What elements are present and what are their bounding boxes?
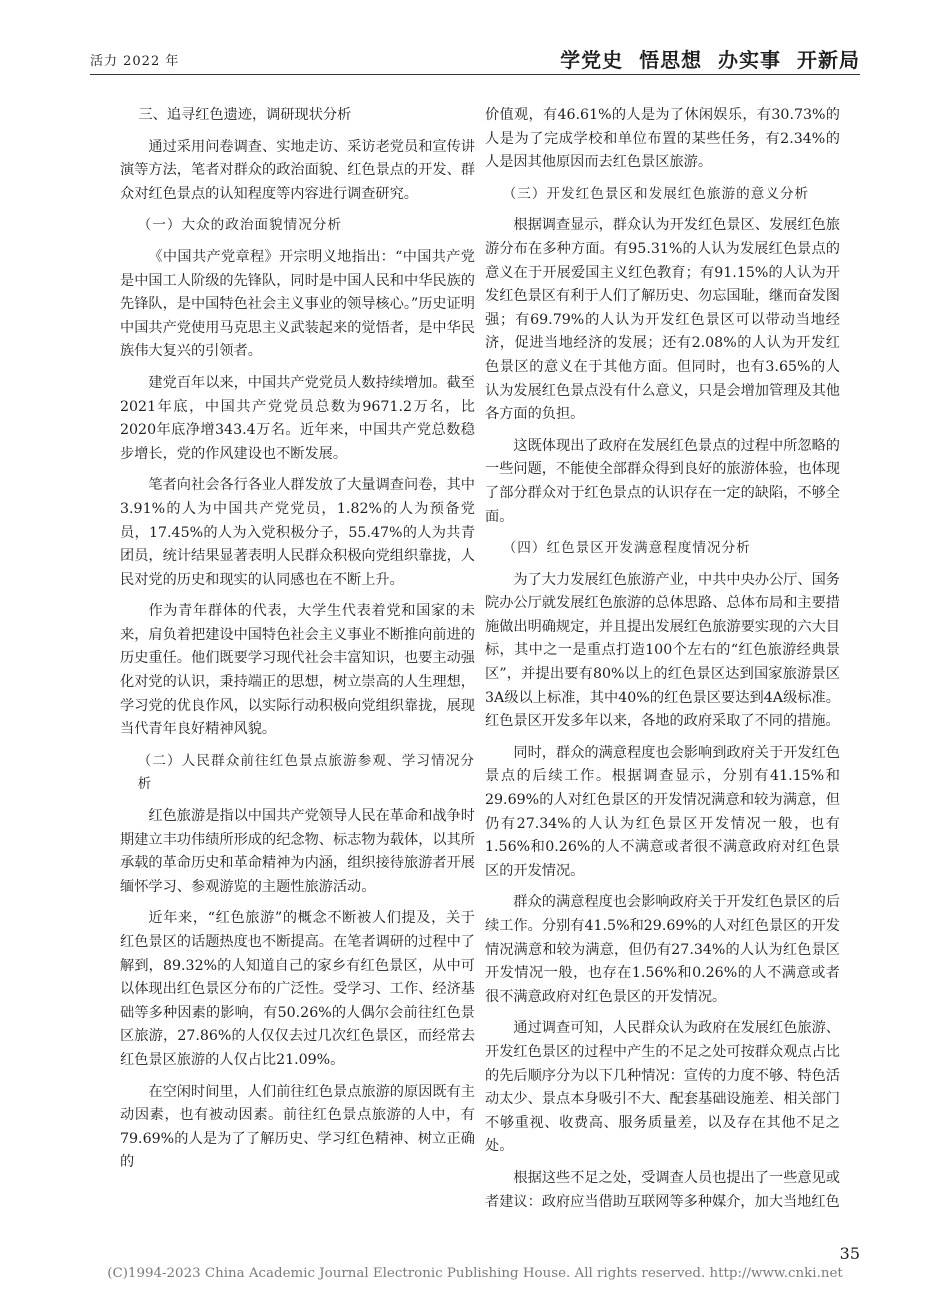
paragraph-continued: 价值观，有46.61%的人是为了休闲娱乐，有30.73%的人是为了完成学校和单位布置的某些任务，有2.34%的人是因其他原因而去红色景区旅游。 xyxy=(485,107,840,171)
paragraph: 根据调查显示，群众认为开发红色景区、发展红色旅游分布在多种方面。有95.31%的人认为发展红色景点的意义在于开展爱国主义红色教育；有91.15%的人认为开发红色景区有利于人们了解历史、勿忘国耻，继而奋发图强；有69.79%的人认为开发红色景区可以带动当地经济，促进当地经济的发展；还有2.08%的人认为开发红色景区的意义在于其他方面。但同时，也有3.65%的人认为发展红色景点没有什么意义，只是会增加管理及其他各方面的负担。 xyxy=(485,217,840,423)
paragraph: 在空闲时间里，人们前往红色景点旅游的原因既有主动因素，也有被动因素。前往红色景点旅游的人中，有79.69%的人是为了了解历史、学习红色精神、树立正确的 xyxy=(120,1083,475,1171)
subsection-heading: （二）人民群众前往红色景点旅游参观、学习情况分析 xyxy=(137,752,475,793)
paragraph: 同时，群众的满意程度也会影响到政府关于开发红色景点的后续工作。根据调查显示，分别有41.15%和29.69%的人对红色景区的开发情况满意和较为满意，但仍有27.34%的人认为红色景区开发情况一般，也有1.56%和0.26%的人不满意或者很不满意政府对红色景区的开发情况。 xyxy=(485,744,840,879)
right-column xyxy=(485,104,840,1222)
section-heading: 三、追寻红色遗迹，调研现状分析 xyxy=(138,107,352,123)
paragraph: 群众的满意程度也会影响政府关于开发红色景区的后续工作。分别有41.5%和29.69%的人对红色景区的开发情况满意和较为满意，但仍有27.34%的人认为红色景区开发情况一般，也存在1.56%和0.26%的人不满意或者很不满意政府对红色景区的开发情况。 xyxy=(485,894,840,1005)
paragraph: 《中国共产党章程》开宗明义地指出：“中国共产党是中国工人阶级的先锋队，同时是中国人民和中华民族的先锋队，是中国特色社会主义事业的领导核心。”历史证明中国共产党使用马克思主义武装起来的觉悟者，是中华民族伟大复兴的引领者。 xyxy=(120,248,475,360)
paragraph: 为了大力发展红色旅游产业，中共中央办公厅、国务院办公厅就发展红色旅游的总体思路、总体布局和主要措施做出明确规定，并且提出发展红色旅游要实现的六大目标，其中之一是重点打造100个左右的“红色旅游经典景区”，并提出要有80%以上的红色景区达到国家旅游景区3A级以上标准，其中40%的红色景区要达到4A级标准。红色景区开发多年以来，各地的政府采取了不同的措施。 xyxy=(485,571,840,730)
subsection-heading: （三）开发红色景区和发展红色旅游的意义分析 xyxy=(502,185,810,202)
subsection-heading: （一）大众的政治面貌情况分析 xyxy=(137,217,342,234)
header-divider xyxy=(90,74,860,75)
journal-header: 活力 2022 年 xyxy=(90,54,180,69)
left-column xyxy=(120,104,475,1183)
paragraph: 通过采用问卷调查、实地走访、采访老党员和宣传讲演等方法，笔者对群众的政治面貌、红色景点的开发、群众对红色景点的认知程度等内容进行调查研究。 xyxy=(120,138,475,202)
paragraph: 红色旅游是指以中国共产党领导人民在革命和战争时期建立丰功伟绩所形成的纪念物、标志物为载体，以其所承载的革命历史和革命精神为内涵，组织接待旅游者开展缅怀学习、参观游览的主题性旅游活动。 xyxy=(120,808,475,895)
copyright-footer: (C)1994-2023 China Academic Journal Electronic Publishing House. All rights reserved. http://www.cnki.net xyxy=(107,1266,843,1281)
paragraph: 笔者向社会各行各业人群发放了大量调查问卷，其中3.91%的人为中国共产党党员，1.82%的人为预备党员，17.45%的人为入党积极分子，55.47%的人为共青团员，统计结果显著表明人民群众积极向党组织靠拢，人民对党的历史和现实的认同感也在不断上升。 xyxy=(120,477,475,588)
paragraph: 近年来，“红色旅游”的概念不断被人们提及，关于红色景区的话题热度也不断提高。在笔者调研的过程中了解到，89.32%的人知道自己的家乡有红色景区，从中可以体现出红色景区分布的广泛性。受学习、工作、经济基础等多种因素的影响，有50.26%的人偶尔会前往红色景区旅游，27.86%的人仅仅去过几次红色景区，而经常去红色景区旅游的人仅占比21.09%。 xyxy=(120,910,475,1068)
column-slogan: 学党史 悟思想 办实事 开新局 xyxy=(560,48,860,72)
subsection-heading: （四）红色景区开发满意程度情况分析 xyxy=(502,540,751,557)
page-number: 35 xyxy=(839,1244,860,1263)
paragraph: 这既体现出了政府在发展红色景点的过程中所忽略的一些问题，不能使全部群众得到良好的旅游体验，也体现了部分群众对于红色景点的认识存在一定的缺陷，不够全面。 xyxy=(485,437,840,525)
paragraph: 建党百年以来，中国共产党党员人数持续增加。截至2021年底，中国共产党党员总数为9671.2万名，比2020年底净增343.4万名。近年来，中国共产党总数稳步增长，党的作风建设也不断发展。 xyxy=(120,374,475,462)
paragraph: 通过调查可知，人民群众认为政府在发展红色旅游、开发红色景区的过程中产生的不足之处可按群众观点占比的先后顺序分为以下几种情况：宣传的力度不够、特色活动太少、景点本身吸引不大、配套基础设施差、相关部门不够重视、收费高、服务质量差，以及存在其他不足之处。 xyxy=(485,1020,840,1155)
paragraph: 根据这些不足之处，受调查人员也提出了一些意见或者建议：政府应当借助互联网等多种媒介，加大当地红色 xyxy=(485,1169,840,1210)
paragraph: 作为青年群体的代表，大学生代表着党和国家的未来，肩负着把建设中国特色社会主义事业不断推向前进的历史重任。他们既要学习现代社会丰富知识，也要主动强化对党的认识，秉持端正的思想，树立崇高的人生理想，学习党的优良作风，以实际行动积极向党组织靠拢，展现当代青年良好精神风貌。 xyxy=(120,603,475,738)
